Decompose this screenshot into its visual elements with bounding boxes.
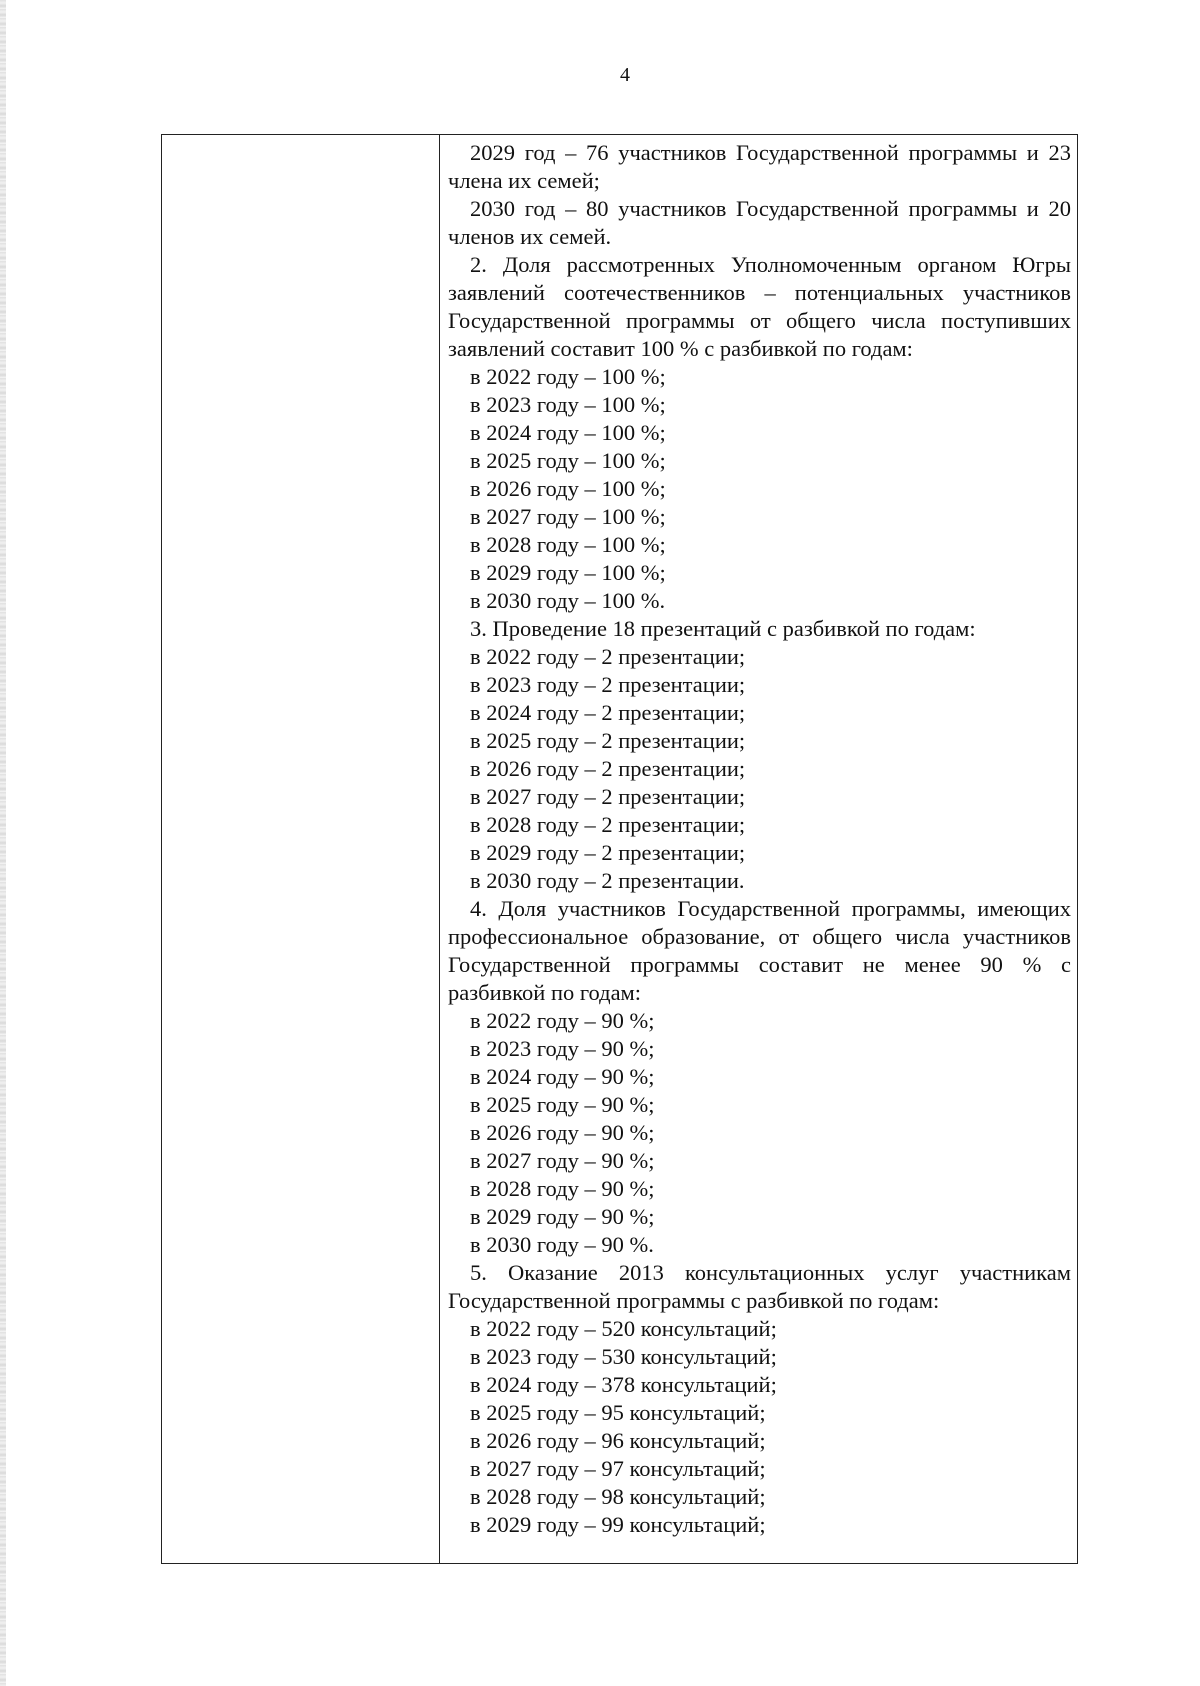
intro-paragraph: 2029 год – 76 участников Государственной программы и 23 члена их семей; (448, 140, 1071, 193)
list-item: в 2023 году – 2 презентации; (470, 672, 746, 697)
section-2-years (448, 363, 1071, 615)
list-item: в 2024 году – 378 консультаций; (470, 1372, 777, 1397)
list-item: в 2029 году – 99 консультаций; (470, 1512, 766, 1537)
list-item: в 2024 году – 2 презентации; (470, 700, 746, 725)
list-item: в 2025 году – 2 презентации; (470, 728, 746, 753)
list-item: в 2026 году – 2 презентации; (470, 756, 746, 781)
list-item: в 2027 году – 2 презентации; (470, 784, 746, 809)
list-item: в 2025 году – 95 консультаций; (470, 1400, 766, 1425)
list-item: в 2028 году – 100 %; (470, 532, 666, 557)
table-right-cell (440, 135, 1077, 1563)
list-item: в 2029 году – 90 %; (470, 1204, 655, 1229)
list-item: в 2025 году – 90 %; (470, 1092, 655, 1117)
document-table (161, 134, 1078, 1564)
section-3-heading: 3. Проведение 18 презентаций с разбивкой по годам: (470, 616, 976, 641)
list-item: в 2024 году – 90 %; (470, 1064, 655, 1089)
list-item: в 2022 году – 2 презентации; (470, 644, 746, 669)
list-item: в 2029 году – 100 %; (470, 560, 666, 585)
list-item: в 2030 году – 100 %. (470, 588, 666, 613)
list-item: в 2026 году – 90 %; (470, 1120, 655, 1145)
scan-edge-artifact (0, 0, 6, 1686)
list-item: в 2027 году – 97 консультаций; (470, 1456, 766, 1481)
list-item: в 2030 году – 2 презентации. (470, 868, 745, 893)
intro-paragraph: 2030 год – 80 участников Государственной программы и 20 членов их семей. (448, 196, 1071, 249)
section-2-heading: 2. Доля рассмотренных Уполномоченным органом Югры заявлений соотечественников – потенциальных участников Государственной программы от общего числа поступивших заявлений составит 100 % с разбивкой по годам: (448, 252, 1071, 361)
list-item: в 2022 году – 100 %; (470, 364, 666, 389)
list-item: в 2024 году – 100 %; (470, 420, 666, 445)
list-item: в 2027 году – 100 %; (470, 504, 666, 529)
section-4-years (448, 1007, 1071, 1259)
list-item: в 2026 году – 96 консультаций; (470, 1428, 766, 1453)
section-4-heading: 4. Доля участников Государственной программы, имеющих профессиональное образование, от общего числа участников Государственной программы составит не менее 90 % с разбивкой по годам: (448, 896, 1071, 1005)
page-number: 4 (620, 64, 630, 86)
list-item: в 2026 году – 100 %; (470, 476, 666, 501)
list-item: в 2030 году – 90 %. (470, 1232, 654, 1257)
list-item: в 2023 году – 100 %; (470, 392, 666, 417)
list-item: в 2027 году – 90 %; (470, 1148, 655, 1173)
list-item: в 2023 году – 90 %; (470, 1036, 655, 1061)
list-item: в 2025 году – 100 %; (470, 448, 666, 473)
list-item: в 2022 году – 90 %; (470, 1008, 655, 1033)
table-left-cell (162, 135, 440, 1563)
list-item: в 2022 году – 520 консультаций; (470, 1316, 777, 1341)
list-item: в 2028 году – 2 презентации; (470, 812, 746, 837)
list-item: в 2029 году – 2 презентации; (470, 840, 746, 865)
list-item: в 2023 году – 530 консультаций; (470, 1344, 777, 1369)
section-3-years (448, 643, 1071, 895)
list-item: в 2028 году – 98 консультаций; (470, 1484, 766, 1509)
list-item: в 2028 году – 90 %; (470, 1176, 655, 1201)
section-5-heading: 5. Оказание 2013 консультационных услуг участникам Государственной программы с разбивкой по годам: (448, 1260, 1071, 1313)
section-5-years (448, 1315, 1071, 1539)
